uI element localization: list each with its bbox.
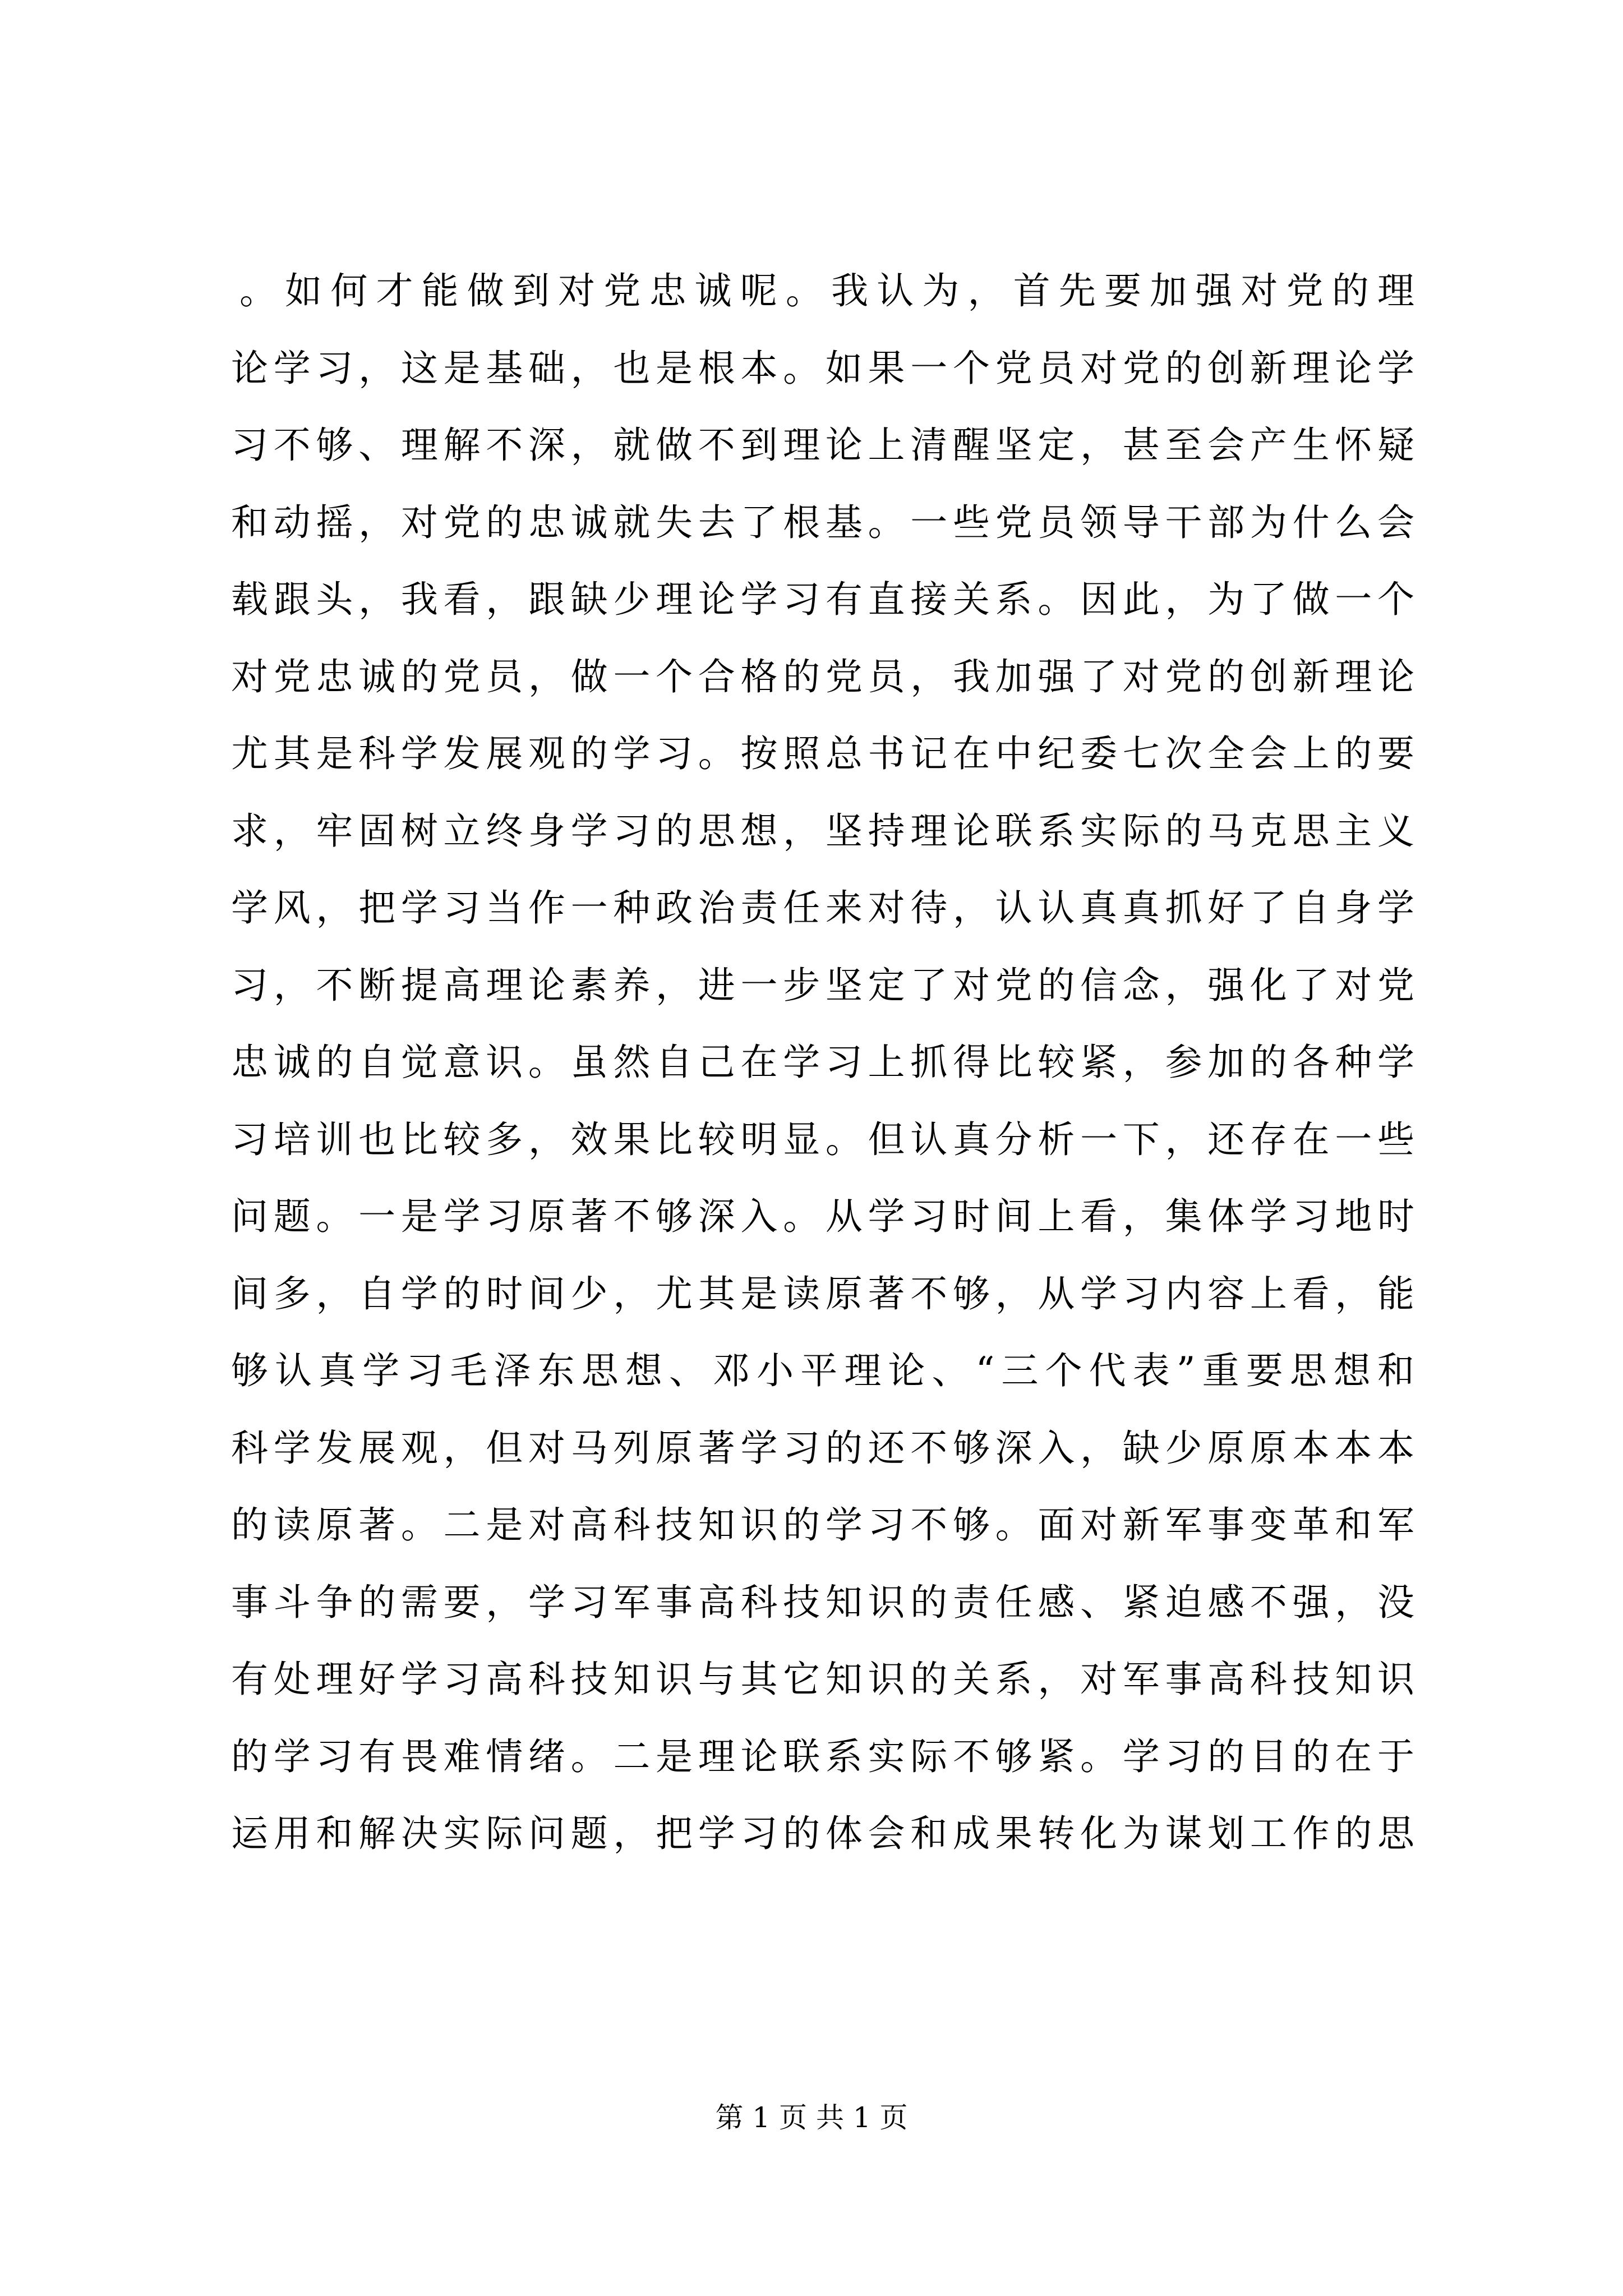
text-line: 尤其是科学发展观的学习。按照总书记在中纪委七次全会上的要: [231, 732, 1414, 775]
text-line: 习培训也比较多，效果比较明显。但认真分析一下，还存在一些: [231, 1117, 1414, 1161]
text-line: 载跟头，我看，跟缺少理论学习有直接关系。因此，为了做一个: [231, 578, 1414, 621]
text-line: 间多，自学的时间少，尤其是读原著不够，从学习内容上看，能: [231, 1272, 1414, 1315]
text-line: 学风，把学习当作一种政治责任来对待，认认真真抓好了自身学: [231, 886, 1414, 930]
text-line: 习不够、理解不深，就做不到理论上清醒坚定，甚至会产生怀疑: [231, 424, 1414, 467]
page-footer: 第 1 页 共 1 页: [715, 2101, 908, 2134]
text-line: 的读原著。二是对高科技知识的学习不够。面对新军事变革和军: [231, 1503, 1414, 1547]
text-line: 运用和解决实际问题，把学习的体会和成果转化为谋划工作的思: [231, 1812, 1414, 1855]
text-line: 事斗争的需要，学习军事高科技知识的责任感、紧迫感不强，没: [231, 1580, 1414, 1624]
text-line: 够认真学习毛泽东思想、邓小平理论、“三个代表”重要思想和: [231, 1349, 1414, 1392]
text-line: 求，牢固树立终身学习的思想，坚持理论联系实际的马克思主义: [231, 809, 1414, 853]
body-text: [231, 252, 1414, 1872]
text-line: 对党忠诚的党员，做一个合格的党员，我加强了对党的创新理论: [231, 655, 1414, 698]
text-line: 。如何才能做到对党忠诚呢。我认为，首先要加强对党的理: [239, 269, 1414, 312]
text-line: 有处理好学习高科技知识与其它知识的关系，对军事高科技知识: [231, 1658, 1414, 1701]
text-line: 的学习有畏难情绪。二是理论联系实际不够紧。学习的目的在于: [231, 1734, 1414, 1778]
text-line: 习，不断提高理论素养，进一步坚定了对党的信念，强化了对党: [231, 963, 1414, 1007]
text-line: 忠诚的自觉意识。虽然自己在学习上抓得比较紧，参加的各种学: [231, 1041, 1414, 1084]
text-line: 问题。一是学习原著不够深入。从学习时间上看，集体学习地时: [231, 1195, 1414, 1238]
text-line: 和动摇，对党的忠诚就失去了根基。一些党员领导干部为什么会: [231, 500, 1414, 544]
text-line: 科学发展观，但对马列原著学习的还不够深入，缺少原原本本本: [231, 1426, 1414, 1470]
text-line: 论学习，这是基础，也是根本。如果一个党员对党的创新理论学: [231, 346, 1414, 390]
